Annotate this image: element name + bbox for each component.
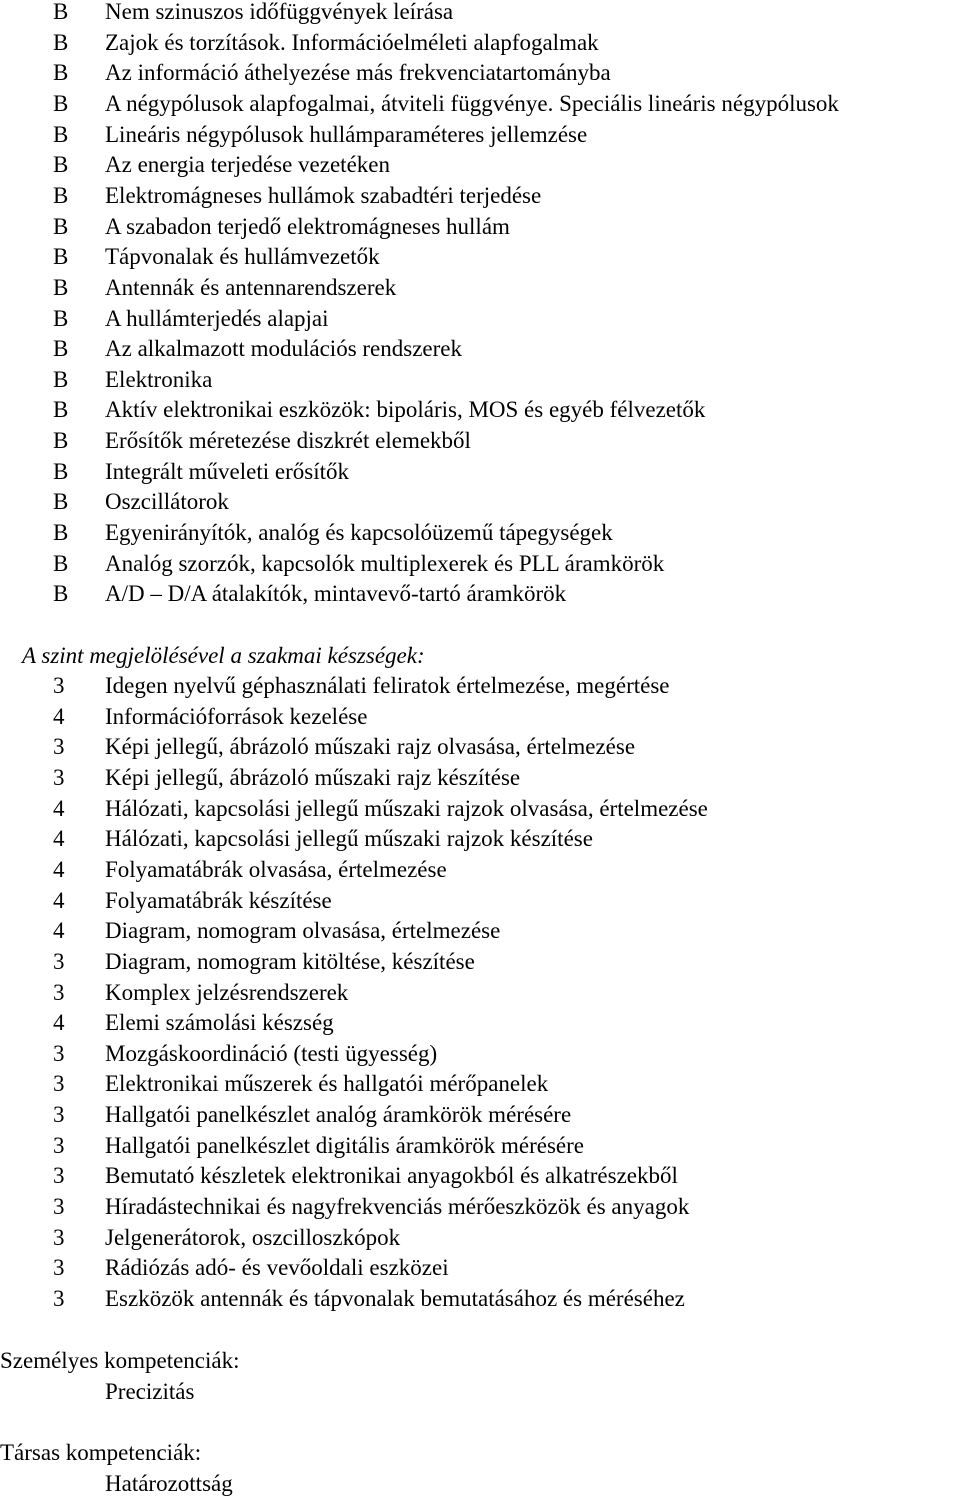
topic-row-text: A/D – D/A átalakítók, mintavevő-tartó áramkörök <box>105 581 567 607</box>
skill-row-text: Bemutató készletek elektronikai anyagokból és alkatrészekből <box>105 1163 678 1189</box>
topic-row-text: Elektromágneses hullámok szabadtéri terjedése <box>105 182 542 208</box>
skill-row-text: Képi jellegű, ábrázoló műszaki rajz készítése <box>105 764 521 790</box>
skill-row-text: Információforrások kezelése <box>105 703 368 729</box>
skill-row-text: Elemi számolási készség <box>105 1010 334 1036</box>
topic-row-level: B <box>53 274 69 300</box>
topic-row-level: B <box>53 60 69 86</box>
topic-row-text: Az információ áthelyezése más frekvenciatartományba <box>105 60 611 86</box>
topic-row-text: Tápvonalak és hullámvezetők <box>105 244 380 270</box>
skill-row-level: 3 <box>53 1194 65 1220</box>
topic-row-level: B <box>53 305 69 331</box>
personal-competencies-heading: Személyes kompetenciák: <box>0 1348 240 1373</box>
skill-row-text: Hallgatói panelkészlet analóg áramkörök mérésére <box>105 1102 572 1128</box>
skill-row-text: Eszközök antennák és tápvonalak bemutatásához és méréséhez <box>105 1286 685 1311</box>
skill-row-level: 3 <box>53 764 65 790</box>
skill-row-level: 3 <box>53 1040 65 1066</box>
skill-row-text: Elektronikai műszerek és hallgatói mérőpanelek <box>105 1071 549 1097</box>
skill-row-text: Képi jellegű, ábrázoló műszaki rajz olvasása, értelmezése <box>105 734 636 760</box>
skill-row-level: 4 <box>53 703 65 729</box>
skill-row-text: Diagram, nomogram olvasása, értelmezése <box>105 918 501 944</box>
skills-heading: A szint megjelölésével a szakmai készségek: <box>22 643 425 668</box>
skill-row-text: Hallgatói panelkészlet digitális áramkörök mérésére <box>105 1132 584 1158</box>
topic-row-text: Az energia terjedése vezetéken <box>105 152 390 178</box>
skill-row-level: 4 <box>53 887 65 913</box>
skill-row-text: Folyamatábrák olvasása, értelmezése <box>105 856 447 882</box>
skill-row-text: Idegen nyelvű géphasználati feliratok értelmezése, megértése <box>105 673 670 698</box>
skill-row-text: Híradástechnikai és nagyfrekvenciás mérőeszközök és anyagok <box>105 1194 690 1220</box>
skill-row-text: Hálózati, kapcsolási jellegű műszaki rajzok olvasása, értelmezése <box>105 795 708 821</box>
topic-row-level: B <box>53 0 69 24</box>
skill-row-text: Folyamatábrák készítése <box>105 887 332 913</box>
topic-row-level: B <box>53 581 69 607</box>
topic-row-level: B <box>53 182 69 208</box>
skill-row-level: 3 <box>53 979 65 1005</box>
skill-row-level: 3 <box>53 1224 65 1250</box>
topic-row-text: Zajok és torzítások. Információelméleti alapfogalmak <box>105 29 599 55</box>
skill-row-text: Hálózati, kapcsolási jellegű műszaki rajzok készítése <box>105 826 593 852</box>
skill-row-level: 3 <box>53 1102 65 1128</box>
skill-row-level: 3 <box>53 1163 65 1189</box>
topic-row-level: B <box>53 458 69 484</box>
topic-row-level: B <box>53 90 69 116</box>
topic-row-text: A szabadon terjedő elektromágneses hullám <box>105 213 510 239</box>
topic-row-level: B <box>53 428 69 454</box>
topic-row-text: A hullámterjedés alapjai <box>105 305 329 331</box>
skill-row-text: Komplex jelzésrendszerek <box>105 979 349 1005</box>
topic-row-text: Analóg szorzók, kapcsolók multiplexerek és PLL áramkörök <box>105 550 665 576</box>
topic-row-level: B <box>53 213 69 239</box>
skill-row-level: 3 <box>53 1071 65 1097</box>
skill-row-level: 4 <box>53 918 65 944</box>
topic-row-text: Integrált műveleti erősítők <box>105 458 349 484</box>
topic-row-level: B <box>53 489 69 515</box>
skill-row-level: 3 <box>53 673 65 698</box>
skill-row-level: 3 <box>53 734 65 760</box>
skill-row-text: Rádiózás adó- és vevőoldali eszközei <box>105 1255 449 1281</box>
skill-row-text: Diagram, nomogram kitöltése, készítése <box>105 948 475 974</box>
skill-row-level: 4 <box>53 1010 65 1036</box>
skill-row-level: 3 <box>53 1132 65 1158</box>
personal-competency-item: Precizitás <box>105 1379 195 1404</box>
topic-row-text: Aktív elektronikai eszközök: bipoláris, MOS és egyéb félvezetők <box>105 397 706 423</box>
topic-row-level: B <box>53 397 69 423</box>
skill-row-text: Mozgáskoordináció (testi ügyesség) <box>105 1040 438 1066</box>
topic-row-text: Antennák és antennarendszerek <box>105 274 397 300</box>
topic-row-text: A négypólusok alapfogalmai, átviteli függvénye. Speciális lineáris négypólusok <box>105 90 839 116</box>
skill-row-level: 4 <box>53 856 65 882</box>
skill-row-level: 3 <box>53 948 65 974</box>
topic-row-level: B <box>53 152 69 178</box>
social-competency-item: Határozottság <box>105 1471 233 1496</box>
skill-row-level: 4 <box>53 826 65 852</box>
skill-row-text: Jelgenerátorok, oszcilloszkópok <box>105 1224 401 1250</box>
topic-row-text: Egyenirányítók, analóg és kapcsolóüzemű tápegységek <box>105 520 613 546</box>
skill-row-level: 3 <box>53 1255 65 1281</box>
topic-row-level: B <box>53 29 69 55</box>
topic-row-text: Az alkalmazott modulációs rendszerek <box>105 336 462 362</box>
topic-row-level: B <box>53 244 69 270</box>
social-competencies-heading: Társas kompetenciák: <box>0 1440 202 1465</box>
topic-row-text: Lineáris négypólusok hullámparaméteres jellemzése <box>105 121 588 147</box>
topic-row-level: B <box>53 121 69 147</box>
topic-row-level: B <box>53 336 69 362</box>
skill-row-level: 4 <box>53 795 65 821</box>
topic-row-level: B <box>53 520 69 546</box>
topic-row-text: Elektronika <box>105 366 213 392</box>
topic-row-level: B <box>53 550 69 576</box>
topic-row-level: B <box>53 366 69 392</box>
topic-row-text: Nem szinuszos időfüggvények leírása <box>105 0 454 24</box>
topic-row-text: Oszcillátorok <box>105 489 229 515</box>
skill-row-level: 3 <box>53 1286 65 1311</box>
topic-row-text: Erősítők méretezése diszkrét elemekből <box>105 428 471 454</box>
